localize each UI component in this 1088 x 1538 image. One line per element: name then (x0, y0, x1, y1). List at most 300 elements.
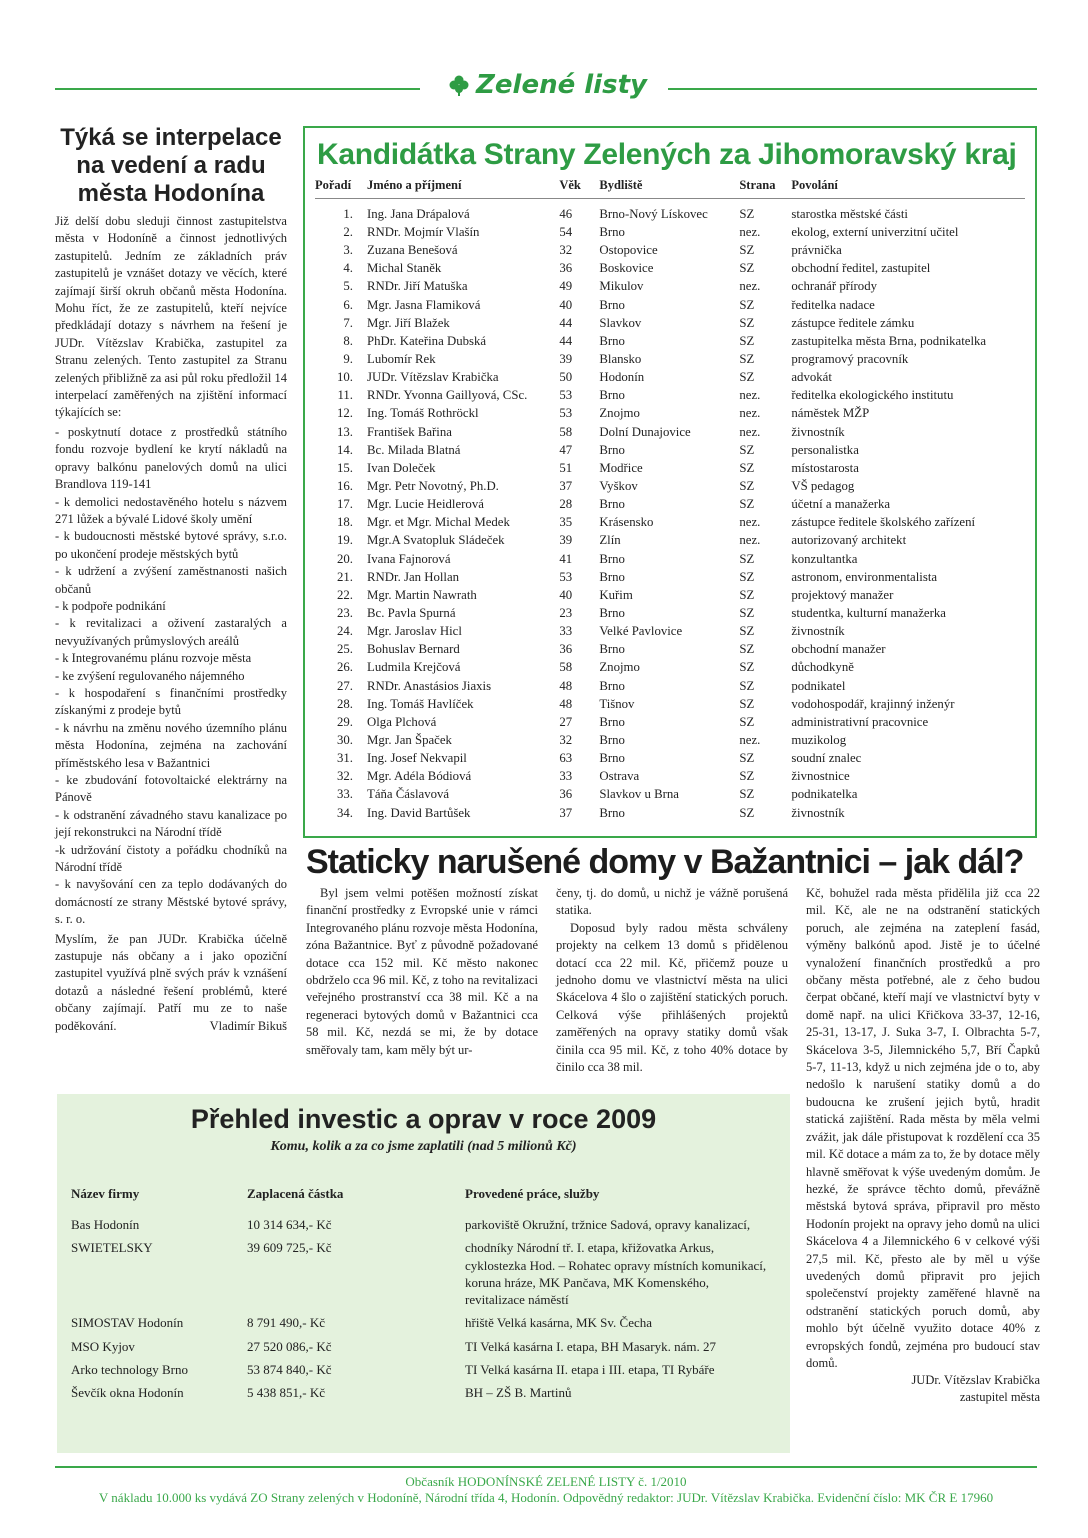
candidate-age: 37 (559, 805, 573, 820)
candidate-order: 17. (337, 497, 353, 512)
candidate-occupation: autorizovaný architekt (791, 533, 907, 548)
candidate-occupation: ekolog, externí univerzitní učitel (791, 225, 959, 239)
article-signature: JUDr. Vítězslav Krabička (911, 1373, 1040, 1388)
candidate-order: 22. (337, 587, 353, 602)
candidate-party: nez. (739, 533, 761, 548)
candidate-age: 36 (559, 787, 573, 802)
table-row (315, 568, 1025, 586)
candidate-party: SZ (739, 370, 755, 385)
candidate-party: SZ (739, 243, 755, 258)
candidate-party: SZ (739, 478, 755, 493)
candidate-occupation: projektový manažer (791, 587, 894, 602)
investment-company: MSO Kyjov (71, 1338, 135, 1354)
candidate-occupation: advokát (791, 370, 832, 385)
candidate-order: 28. (337, 696, 353, 711)
article-col2-text-b: Doposud byly radou města schváleny projekty na celkem 13 domů s přidělenou dotací cca 22 mil. Kč, přičemž pouze u jednoho domu ve vlastnictví města na ulici Skácelova 4 šlo o zajištění statických poruch. Celková výše přihlášených projektů zaměřených na opravy statiky domů však činila cca 95 mil. Kč, z toho 40% dotace by činilo cca 38 mil. (556, 920, 788, 1075)
candidate-name: Ing. Tomáš Rothröckl (367, 406, 479, 421)
investment-company: Bas Hodonín (71, 1217, 140, 1232)
candidate-list-title: Kandidátka Strany Zelených za Jihomoravský kraj (317, 138, 1017, 171)
left-article-list-item: - k navyšování cen za teplo dodávaných do domácností ze strany Městské bytové správy, s. r. o. (55, 877, 287, 927)
candidate-order: 24. (337, 624, 353, 639)
left-article-list-item: - k udržení a zvýšení zaměstnanosti našich občanů (55, 564, 287, 596)
table-row (315, 259, 1025, 277)
candidate-party: nez. (739, 424, 761, 439)
candidate-name: Táňa Čáslavová (367, 787, 450, 802)
candidate-occupation: soudní znalec (791, 751, 862, 766)
clover-icon (448, 70, 470, 100)
investment-works: parkoviště Okružní, tržnice Sadová, opravy kanalizací, (465, 1217, 751, 1232)
candidate-party: SZ (739, 624, 755, 639)
candidate-residence: Brno (599, 388, 625, 403)
table-row (315, 241, 1025, 259)
table-row (315, 277, 1025, 295)
candidate-order: 25. (337, 642, 353, 657)
candidate-name: Mgr. Martin Nawrath (367, 587, 477, 602)
candidate-residence: Brno (599, 297, 625, 312)
table-row (71, 1384, 771, 1407)
table-row (315, 550, 1025, 568)
footer-rule (55, 1466, 1037, 1468)
investment-works: chodníky Národní tř. I. etapa, křižovatka Arkus, cyklostezka Hod. – Rohatec opravy místních komunikací, koruna hráze, MK Pančava, MK Komenského, revitalizace náměstí (465, 1240, 767, 1308)
table-row (315, 404, 1025, 422)
candidate-party: SZ (739, 460, 755, 475)
candidate-party: SZ (739, 333, 755, 348)
candidate-age: 50 (559, 370, 573, 385)
candidate-name: František Bařina (367, 424, 452, 439)
candidate-occupation: astronom, environmentalista (791, 569, 938, 584)
candidate-occupation: živnostník (791, 424, 845, 439)
candidate-table-header (315, 178, 1025, 199)
table-row (315, 199, 1025, 224)
table-row (315, 713, 1025, 731)
candidate-residence: Ostopovice (599, 243, 658, 258)
candidate-name: JUDr. Vítězslav Krabička (367, 370, 499, 385)
candidate-party: SZ (739, 769, 755, 784)
header-name: Jméno a příjmení (367, 178, 559, 199)
table-row (315, 441, 1025, 459)
candidate-name: Lubomír Rek (367, 351, 436, 366)
candidate-order: 26. (337, 660, 353, 675)
candidate-party: nez. (739, 515, 761, 530)
candidate-party: nez. (739, 225, 761, 239)
left-article-list-item: -k udržování čistoty a pořádku chodníků na Národní třídě (55, 842, 287, 875)
candidate-occupation: starostka městské části (791, 207, 908, 221)
left-article-list-item: - k revitalizaci a oživení zastaralých a nevyužívaných průmyslových areálů (55, 616, 287, 648)
candidate-order: 6. (343, 297, 353, 312)
masthead (55, 70, 1037, 106)
table-row (71, 1216, 771, 1239)
candidate-occupation: náměstek MŽP (791, 406, 870, 421)
candidate-age: 44 (559, 315, 573, 330)
investment-works: TI Velká kasárna II. etapa i III. etapa, TI Rybáře (465, 1362, 715, 1378)
table-row (315, 658, 1025, 676)
candidate-residence: Znojmo (599, 660, 640, 675)
investment-company: SWIETELSKY (71, 1240, 153, 1256)
investment-works: hřiště Velká kasárna, MK Sv. Čecha (465, 1315, 653, 1331)
candidate-party: SZ (739, 714, 755, 729)
candidate-residence: Hodonín (599, 370, 645, 385)
candidate-age: 53 (559, 406, 573, 421)
left-article-list-item: - k demolici nedostavěného hotelu s názvem 271 lůžek a bývalé Lidové školy umění (55, 494, 287, 526)
candidate-residence: Brno (599, 805, 625, 820)
header-party: Strana (739, 178, 791, 199)
left-article-list-item: - k budoucnosti městské bytové správy, s.r.o. po ukončení prodeje městských bytů (55, 529, 287, 561)
candidate-occupation: obchodní ředitel, zastupitel (791, 261, 931, 276)
candidate-occupation: podnikatel (791, 678, 846, 693)
table-row (315, 785, 1025, 803)
left-article-list-item: - poskytnutí dotace z prostředků státního fondu rozvoje bydlení ke krytí nákladů na opravy balkónu panelových domů na ulici Brandlova 119-141 (55, 424, 287, 492)
candidate-order: 31. (337, 751, 353, 766)
candidate-occupation: zastupitelka města Brna, podnikatelka (791, 333, 987, 348)
left-article-list-item: - k podpoře podnikání (55, 598, 166, 613)
candidate-party: SZ (739, 551, 755, 566)
left-article-list (55, 424, 287, 929)
candidate-residence: Zlín (599, 533, 621, 548)
candidate-age: 35 (559, 515, 573, 530)
article-title: Staticky narušené domy v Bažantnici – jak dál? (306, 843, 1024, 881)
header-amount: Zaplacená částka (247, 1186, 344, 1201)
candidate-occupation: ředitelka ekologického institutu (791, 388, 954, 403)
candidate-name: RNDr. Yvonna Gaillyová, CSc. (367, 388, 528, 403)
candidate-party: SZ (739, 351, 755, 366)
candidate-age: 23 (559, 605, 573, 620)
left-article-list-item: - k odstranění závadného stavu kanalizace po její rekonstrukci na Národní třídě (55, 807, 287, 840)
candidate-order: 2. (343, 225, 353, 239)
candidate-party: SZ (739, 207, 755, 221)
candidate-age: 33 (559, 769, 573, 784)
candidate-age: 44 (559, 333, 573, 348)
footer-publication: Občasník HODONÍNSKÉ ZELENÉ LISTY č. 1/2010 (405, 1474, 687, 1489)
table-row (71, 1239, 771, 1314)
candidate-order: 7. (343, 315, 353, 330)
candidate-residence: Slavkov (599, 315, 642, 330)
article-column-2 (556, 885, 788, 1076)
investment-table-body (71, 1216, 771, 1408)
candidate-order: 27. (337, 678, 353, 693)
left-article-closing (55, 931, 287, 1035)
candidate-table (315, 178, 1025, 822)
candidate-residence: Brno (599, 497, 625, 512)
candidate-party: SZ (739, 261, 755, 276)
candidate-party: SZ (739, 587, 755, 602)
candidate-residence: Krásensko (599, 515, 654, 530)
candidate-name: Mgr. Lucie Heidlerová (367, 497, 484, 512)
header-occupation: Povolání (791, 178, 1025, 199)
candidate-list-box (303, 126, 1037, 838)
table-row (315, 350, 1025, 368)
candidate-order: 30. (337, 732, 353, 747)
masthead-title-text: Zelené listy (476, 70, 647, 100)
article-col1-text: Byl jsem velmi potěšen možností získat finanční prostředky z Evropské unie v rámci Integrovaného plánu rozvoje města Hodonína, zóna Bažantnice. Byť z původně požadované dotace cca 152 mil. Kč město nakonec obdrželo cca 96 mil. Kč, z toho na revitalizaci veřejného prostranství cca 38 mil. Kč a na regeneraci bytových domů v Bažantnici cca 58 mil. Kč, nezdá se mi, že by dotace směřovaly tam, kam měly být ur- (306, 886, 538, 1057)
candidate-residence: Blansko (599, 351, 642, 366)
candidate-age: 40 (559, 297, 573, 312)
candidate-age: 28 (559, 497, 573, 512)
candidate-name: Olga Plchová (367, 714, 437, 729)
investment-company: Ševčík okna Hodonín (71, 1385, 184, 1401)
candidate-name: Ing. Tomáš Havlíček (367, 696, 474, 711)
candidate-residence: Brno-Nový Lískovec (599, 207, 708, 221)
candidate-order: 4. (343, 261, 353, 276)
investment-amount: 5 438 851,- Kč (247, 1385, 325, 1401)
candidate-age: 58 (559, 660, 573, 675)
candidate-name: Ivana Fajnorová (367, 551, 451, 566)
candidate-residence: Modřice (599, 460, 643, 475)
masthead-title (435, 70, 660, 100)
candidate-name: Bc. Milada Blatná (367, 442, 461, 457)
table-row (315, 314, 1025, 332)
candidate-occupation: VŠ pedagog (791, 478, 855, 493)
candidate-order: 20. (337, 551, 353, 566)
candidate-residence: Brno (599, 551, 625, 566)
table-row (71, 1361, 771, 1384)
candidate-party: SZ (739, 642, 755, 657)
candidate-residence: Slavkov u Brna (599, 787, 679, 802)
left-article-signature: Vladimír Bikuš (209, 1018, 287, 1033)
candidate-name: Mgr. Jan Špaček (367, 732, 452, 747)
candidate-party: SZ (739, 497, 755, 512)
left-article-list-item: - ke zvýšení regulovaného nájemného (55, 668, 245, 683)
candidate-name: RNDr. Anastásios Jiaxis (367, 678, 492, 693)
candidate-order: 10. (337, 370, 353, 385)
table-row (315, 477, 1025, 495)
candidate-residence: Brno (599, 714, 625, 729)
candidate-order: 32. (337, 769, 353, 784)
header-age: Věk (559, 178, 599, 199)
candidate-order: 29. (337, 714, 353, 729)
candidate-occupation: konzultantka (791, 551, 858, 566)
candidate-occupation: ochranář přírody (791, 279, 877, 294)
candidate-residence: Brno (599, 605, 625, 620)
left-article-list-item: - k návrhu na změnu nového územního plánu města Hodonína, zejména na zachování příměstského lesa v Bažantnici (55, 720, 287, 770)
candidate-name: Mgr. Jaroslav Hicl (367, 624, 462, 639)
candidate-occupation: studentka, kulturní manažerka (791, 605, 946, 620)
left-article-intro: Již delší dobu sleduji činnost zastupitelstva města v Hodoníně a činnost jednotlivých zastupitelů. Jedním ze základních práv zastupitelů je vznášet dotazy ve věcích, které zajímají širší okruh občanů města Hodonína. Mohu říct, že ze zastupitelů, kteří nejvíce předkládají dotazy s návrhem na řešení je JUDr. Vítězslav Krabička, zastupitel za Stranu zelených. Tento zastupitel za Stranu zelených přibližně za asi půl roku předložil 14 interpelací zaměřených na zjištění informací týkajících se: (55, 214, 287, 420)
candidate-order: 12. (337, 406, 353, 421)
candidate-residence: Kuřim (599, 587, 633, 602)
candidate-residence: Znojmo (599, 406, 640, 421)
table-row (315, 513, 1025, 531)
candidate-party: SZ (739, 696, 755, 711)
article-column-3 (806, 885, 1040, 1406)
table-row (315, 531, 1025, 549)
candidate-order: 21. (337, 569, 353, 584)
candidate-party: SZ (739, 442, 755, 457)
candidate-age: 27 (559, 714, 573, 729)
candidate-party: SZ (739, 787, 755, 802)
candidate-name: Mgr. Petr Novotný, Ph.D. (367, 478, 499, 493)
investment-works: BH – ZŠ B. Martinů (465, 1385, 572, 1401)
candidate-party: SZ (739, 569, 755, 584)
candidate-age: 49 (559, 279, 573, 294)
candidate-residence: Brno (599, 732, 625, 747)
candidate-age: 58 (559, 424, 573, 439)
candidate-order: 9. (343, 351, 353, 366)
candidate-age: 39 (559, 533, 573, 548)
investment-table-header (71, 1186, 771, 1216)
table-row (315, 368, 1025, 386)
candidate-party: SZ (739, 678, 755, 693)
candidate-age: 41 (559, 551, 573, 566)
candidate-order: 16. (337, 478, 353, 493)
candidate-occupation: zástupce ředitele školského zařízení (791, 515, 976, 530)
candidate-name: Zuzana Benešová (367, 243, 458, 258)
masthead-rule-left (55, 88, 420, 90)
candidate-age: 48 (559, 678, 573, 693)
candidate-party: SZ (739, 605, 755, 620)
candidate-residence: Dolní Dunajovice (599, 424, 691, 439)
candidate-occupation: živnostnice (791, 769, 850, 784)
candidate-age: 63 (559, 751, 573, 766)
candidate-name: Mgr.A Svatopluk Sládeček (367, 533, 505, 548)
candidate-occupation: důchodkyně (791, 660, 854, 675)
left-article-list-item: - k hospodaření s finančními prostředky získanými z prodeje bytů (55, 685, 287, 718)
table-row (315, 731, 1025, 749)
candidate-residence: Brno (599, 642, 625, 657)
header-works: Provedené práce, služby (465, 1186, 600, 1201)
candidate-age: 32 (559, 243, 573, 258)
candidate-age: 54 (559, 225, 573, 239)
article-col2-text-a: čeny, tj. do domů, u nichž je vážně porušená statika. (556, 886, 788, 918)
candidate-occupation: právnička (791, 243, 842, 258)
article-col3-text: Kč, bohužel rada města přidělila již cca 22 mil. Kč, ale ne na odstranění statických poruch, ale zejména na zateplení fasád, výměny balkónů apod. Jistě je to účelné vynaložení finančních prostředků a pro občany města potřebné, ale z čeho budou čerpat občané, kteří mají ve vlastnictví byty v domě např. na ulici Křičkova 33-37, 12-16, 25-31, 13-17, J. Suka 3-7, I. Olbrachta 5-7, Skácelova 3-5, Jilemnického 5,7, Bří Čapků 5-7, 11-13, když u nich zejména jde o to, aby nedošlo k narušení statiky domů a do budoucna ke zrušení jejich bytů, hradit statická zajištění. Rada města by měla velmi zvážit, jak dále přistupovat k rozdělení cca 35 mil. Kč dotace a mám za to, že by dotace měly hlavně směřovat k výše uvedeným domům. Je hezké, že správce těchto domů, převážně městská bytová správa, připravil pro město Hodonín projekt na opravy jeho domů na ulici Skácelova 4 a Jilemnického 6 v celkové výši 27,5 mil. Kč, přesto ale by měl u výše uvedených domů připravit pro jejich společenství projekty zaměřené hlavně na odstranění statických poruch domů, aby mohlo být účelně využito dotace 40% z evropských fondů, zejména pro budoucí stav domů. (806, 886, 1040, 1370)
candidate-residence: Ostrava (599, 769, 640, 784)
table-row (315, 677, 1025, 695)
candidate-name: Ing. Jana Drápalová (367, 207, 470, 221)
table-row (315, 495, 1025, 513)
candidate-party: nez. (739, 388, 761, 403)
masthead-rule-right (668, 88, 1037, 90)
investment-subtitle: Komu, kolik a za co jsme zaplatili (nad 5 milionů Kč) (270, 1139, 577, 1154)
candidate-order: 34. (337, 805, 353, 820)
candidate-name: Mgr. Jiří Blažek (367, 315, 450, 330)
table-row (315, 386, 1025, 404)
candidate-order: 33. (337, 787, 353, 802)
candidate-age: 36 (559, 261, 573, 276)
investment-amount: 10 314 634,- Kč (247, 1217, 332, 1232)
candidate-age: 53 (559, 569, 573, 584)
candidate-order: 19. (337, 533, 353, 548)
candidate-occupation: programový pracovník (791, 351, 909, 366)
investment-title: Přehled investic a oprav v roce 2009 (190, 1104, 657, 1134)
candidate-name: Mgr. Jasna Flamiková (367, 297, 481, 312)
candidate-name: RNDr. Mojmír Vlašín (367, 225, 480, 239)
investment-company: SIMOSTAV Hodonín (71, 1315, 184, 1331)
candidate-occupation: vodohospodář, krajinný inženýr (791, 696, 955, 711)
candidate-residence: Brno (599, 751, 625, 766)
candidate-residence: Brno (599, 569, 625, 584)
candidate-occupation: obchodní manažer (791, 642, 886, 657)
table-row (71, 1314, 771, 1337)
candidate-occupation: živnostník (791, 805, 845, 820)
investment-amount: 53 874 840,- Kč (247, 1362, 332, 1378)
candidate-age: 48 (559, 696, 573, 711)
candidate-residence: Brno (599, 225, 625, 239)
article-signature-role: zastupitel města (959, 1390, 1040, 1405)
investment-company: Arko technology Brno (71, 1362, 188, 1378)
candidate-table-body (315, 199, 1025, 822)
candidate-age: 36 (559, 642, 573, 657)
article-column-1 (306, 885, 538, 1059)
table-row (315, 695, 1025, 713)
candidate-age: 37 (559, 478, 573, 493)
candidate-occupation: účetní a manažerka (791, 497, 891, 512)
candidate-party: nez. (739, 279, 761, 294)
table-row (315, 622, 1025, 640)
table-row (71, 1338, 771, 1361)
candidate-order: 8. (343, 333, 353, 348)
candidate-party: SZ (739, 751, 755, 766)
footer (55, 1466, 1037, 1506)
candidate-order: 3. (343, 243, 353, 258)
left-article (55, 124, 287, 1035)
candidate-occupation: místostarosta (791, 460, 859, 475)
candidate-age: 39 (559, 351, 573, 366)
candidate-residence: Velké Pavlovice (599, 624, 683, 639)
table-row (315, 296, 1025, 314)
left-article-list-item: - k Integrovanému plánu rozvoje města (55, 651, 252, 666)
candidate-name: Mgr. et Mgr. Michal Medek (367, 515, 510, 530)
candidate-occupation: muzikolog (791, 732, 847, 747)
table-row (315, 586, 1025, 604)
candidate-party: nez. (739, 732, 761, 747)
candidate-residence: Tišnov (599, 696, 635, 711)
candidate-age: 53 (559, 388, 573, 403)
candidate-party: SZ (739, 297, 755, 312)
candidate-residence: Brno (599, 678, 625, 693)
table-row (315, 604, 1025, 622)
investment-amount: 8 791 490,- Kč (247, 1315, 325, 1331)
investment-box (57, 1094, 790, 1453)
table-row (315, 423, 1025, 441)
candidate-name: Ing. Josef Nekvapil (367, 751, 467, 766)
candidate-age: 40 (559, 587, 573, 602)
table-row (315, 332, 1025, 350)
candidate-age: 47 (559, 442, 573, 457)
candidate-order: 23. (337, 605, 353, 620)
candidate-occupation: zástupce ředitele zámku (791, 315, 915, 330)
candidate-occupation: živnostník (791, 624, 845, 639)
candidate-party: SZ (739, 315, 755, 330)
table-row (315, 223, 1025, 241)
investment-table (71, 1186, 771, 1408)
candidate-order: 14. (337, 442, 353, 457)
candidate-name: RNDr. Jiří Matuška (367, 279, 468, 294)
left-article-closing-text: Myslím, že pan JUDr. Krabička účelně zastupuje nás občany a i jako opoziční zastupitel využívá plně svých práv k vznášení dotazů a následné řešení problémů, které občany zajímají. Patří mu ze to naše poděkování. (55, 931, 287, 1033)
candidate-party: SZ (739, 660, 755, 675)
header-company: Název firmy (71, 1186, 140, 1201)
table-row (315, 767, 1025, 785)
investment-amount: 39 609 725,- Kč (247, 1240, 332, 1256)
candidate-name: Bc. Pavla Spurná (367, 605, 456, 620)
candidate-order: 18. (337, 515, 353, 530)
candidate-residence: Vyškov (599, 478, 638, 493)
candidate-age: 51 (559, 460, 573, 475)
investment-works: TI Velká kasárna I. etapa, BH Masaryk. nám. 27 (465, 1338, 717, 1354)
left-article-title: Týká se interpelace na vedení a radu města Hodonína (60, 124, 282, 207)
table-row (315, 804, 1025, 822)
candidate-name: Ivan Doleček (367, 460, 436, 475)
candidate-party: SZ (739, 805, 755, 820)
candidate-order: 11. (337, 388, 353, 403)
candidate-age: 46 (559, 207, 573, 221)
candidate-name: Bohuslav Bernard (367, 642, 460, 657)
candidate-residence: Mikulov (599, 279, 644, 294)
candidate-order: 13. (337, 424, 353, 439)
candidate-age: 32 (559, 732, 573, 747)
candidate-residence: Brno (599, 333, 625, 348)
table-row (315, 640, 1025, 658)
candidate-name: Michal Staněk (367, 261, 442, 276)
